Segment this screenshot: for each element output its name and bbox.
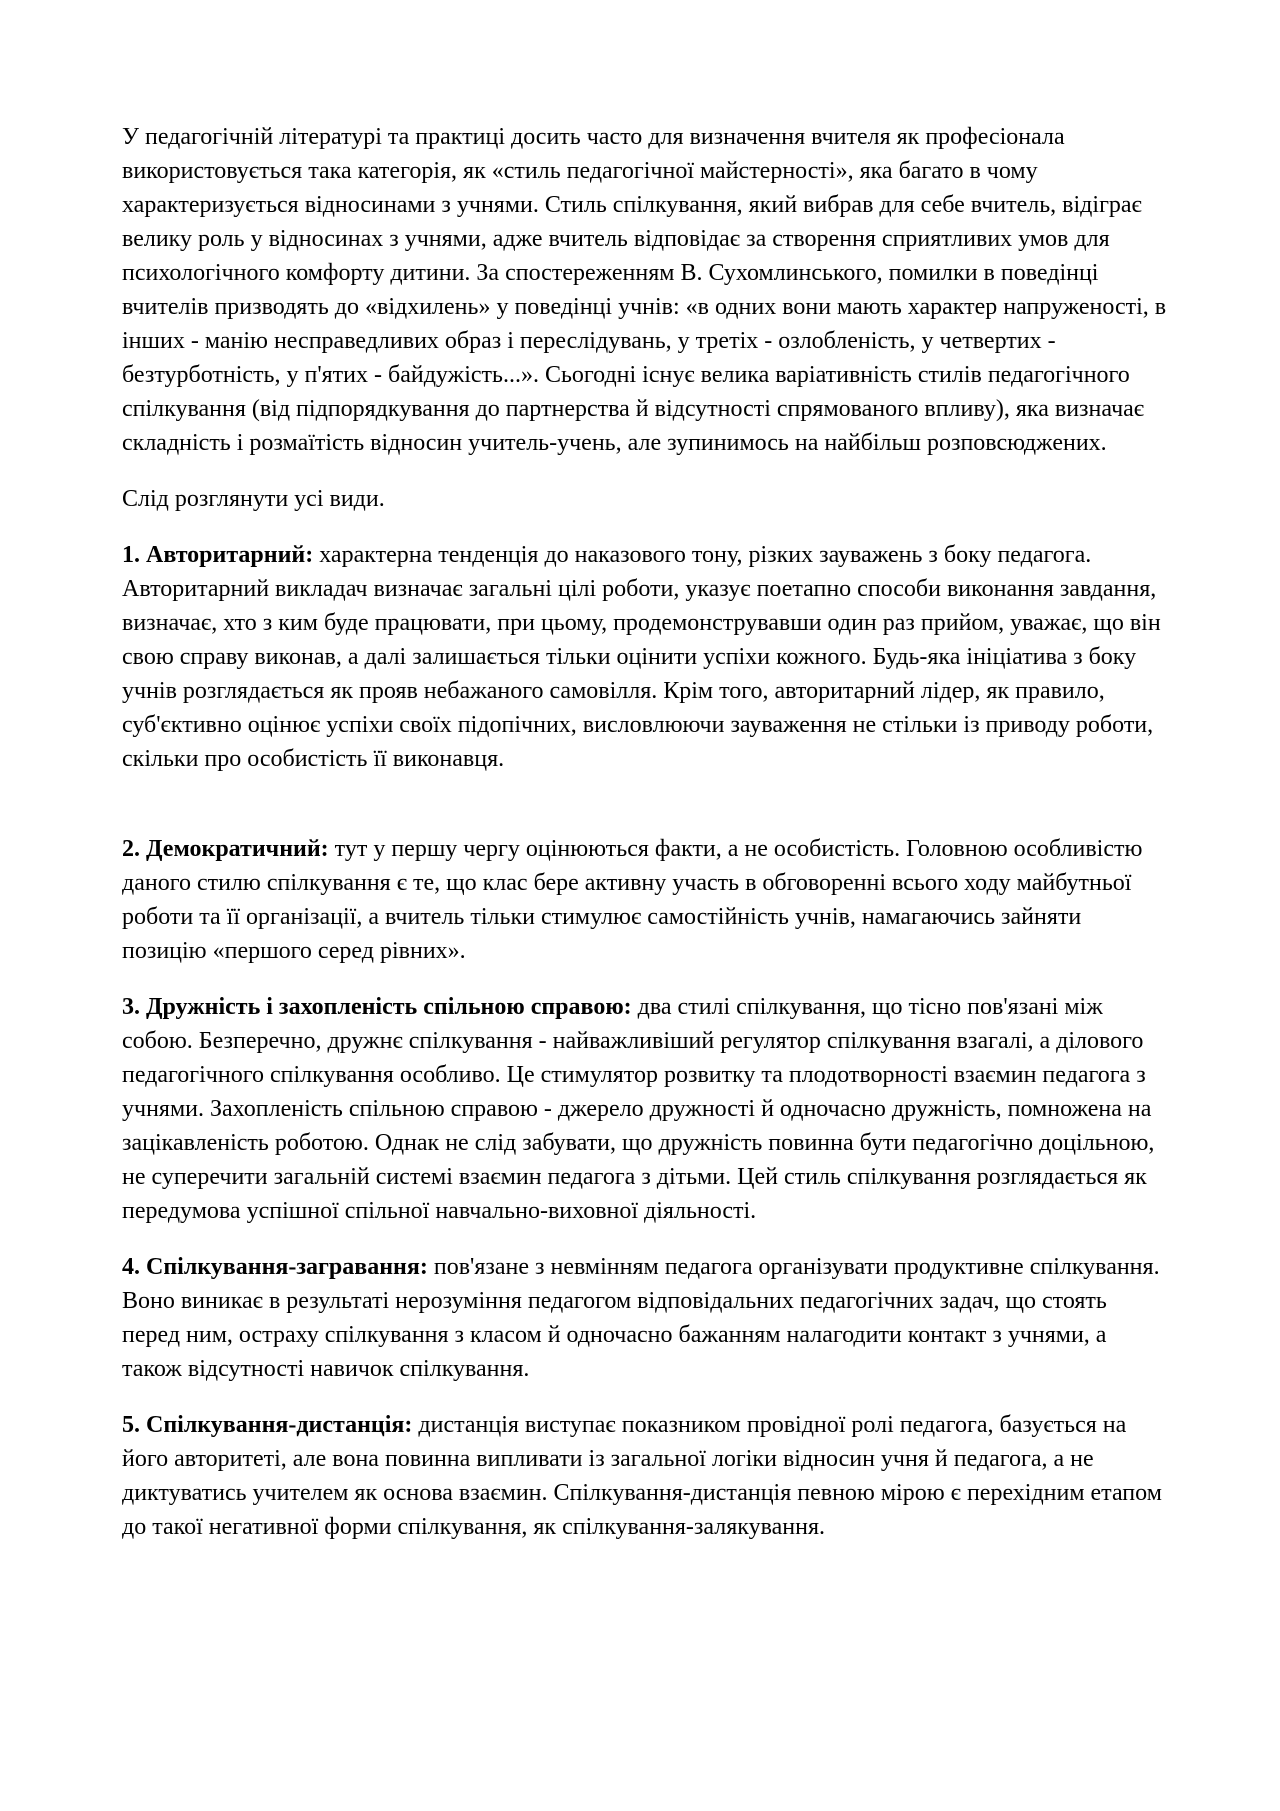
style-item-democratic xyxy=(122,832,1170,968)
style-label-flirting: 4. Спілкування-загравання: xyxy=(122,1254,428,1280)
style-text-flirting: пов'язане з невмінням педагога організувати продуктивне спілкування. Воно виникає в результаті нерозуміння педагогом відповідальних педагогічних задач, що стоять перед ним, остраху спілкування з класом й одночасно бажанням налагодити контакт з учнями, а також відсутності навичок спілкування. xyxy=(122,1254,1160,1382)
style-label-democratic: 2. Демократичний: xyxy=(122,836,329,862)
style-label-friendship: 3. Дружність і захопленість спільною справою: xyxy=(122,994,632,1020)
style-text-friendship: два стилі спілкування, що тісно пов'язані між собою. Безперечно, дружнє спілкування - найважливіший регулятор спілкування взагалі, а ділового педагогічного спілкування особливо. Це стимулятор розвитку та плодотворності взаємин педагога з учнями. Захопленість спільною справою - джерело дружності й одночасно дружність, помножена на зацікавленість роботою. Однак не слід забувати, що дружність повинна бути педагогічно доцільною, не суперечити загальній системі взаємин педагога з дітьми. Цей стиль спілкування розглядається як передумова успішної спільної навчально-виховної діяльності. xyxy=(122,994,1155,1224)
style-item-authoritarian xyxy=(122,538,1170,776)
style-text-authoritarian: характерна тенденція до наказового тону, різких зауважень з боку педагога. Авторитарний викладач визначає загальні цілі роботи, указує поетапно способи виконання завдання, визначає, хто з ким буде працювати, при цьому, продемонструвавши один раз прийом, уважає, що він свою справу виконав, а далі залишається тільки оцінити успіхи кожного. Будь-яка ініціатива з боку учнів розглядається як прояв небажаного самовілля. Крім того, авторитарний лідер, як правило, суб'єктивно оцінює успіхи своїх підопічних, висловлюючи зауваження не стільки із приводу роботи, скільки про особистість її виконавця. xyxy=(122,542,1161,772)
intro-paragraph: У педагогічній літературі та практиці досить часто для визначення вчителя як професіонала використовується така категорія, як «стиль педагогічної майстерності», яка багато в чому характеризується відносинами з учнями. Стиль спілкування, який вибрав для себе вчитель, відіграє велику роль у відносинах з учнями, адже вчитель відповідає за створення сприятливих умов для психологічного комфорту дитини. За спостереженням В. Сухомлинського, помилки в поведінці вчителів призводять до «відхилень» у поведінці учнів: «в одних вони мають характер напруженості, в інших - манію несправедливих образ і переслідувань, у третіх - озлобленість, у четвертих - безтурботність, у п'ятих - байдужість...». Сьогодні існує велика варіативність стилів педагогічного спілкування (від підпорядкування до партнерства й відсутності спрямованого впливу), яка визначає складність і розмаїтість відносин учитель-учень, але зупинимось на найбільш розповсюджених. xyxy=(122,124,1167,456)
style-text-distance: дистанція виступає показником провідної ролі педагога, базується на його авторитеті, але вона повинна випливати із загальної логіки відносин учня й педагога, а не диктуватись учителем як основа взаємин. Спілкування-дистанція певною мірою є перехідним етапом до такої негативної форми спілкування, як спілкування-залякування. xyxy=(122,1412,1162,1540)
style-item-friendship xyxy=(122,990,1170,1228)
style-label-distance: 5. Спілкування-дистанція: xyxy=(122,1412,413,1438)
style-item-flirting xyxy=(122,1250,1170,1386)
style-label-authoritarian: 1. Авторитарний: xyxy=(122,542,314,568)
style-item-distance xyxy=(122,1408,1170,1544)
style-text-democratic: тут у першу чергу оцінюються факти, а не особистість. Головною особливістю даного стилю спілкування є те, що клас бере активну участь в обговоренні всього ходу майбутньої роботи та її організації, а вчитель тільки стимулює самостійність учнів, намагаючись зайняти позицію «першого серед рівних». xyxy=(122,836,1143,964)
lead-paragraph: Слід розглянути усі види. xyxy=(122,486,385,512)
